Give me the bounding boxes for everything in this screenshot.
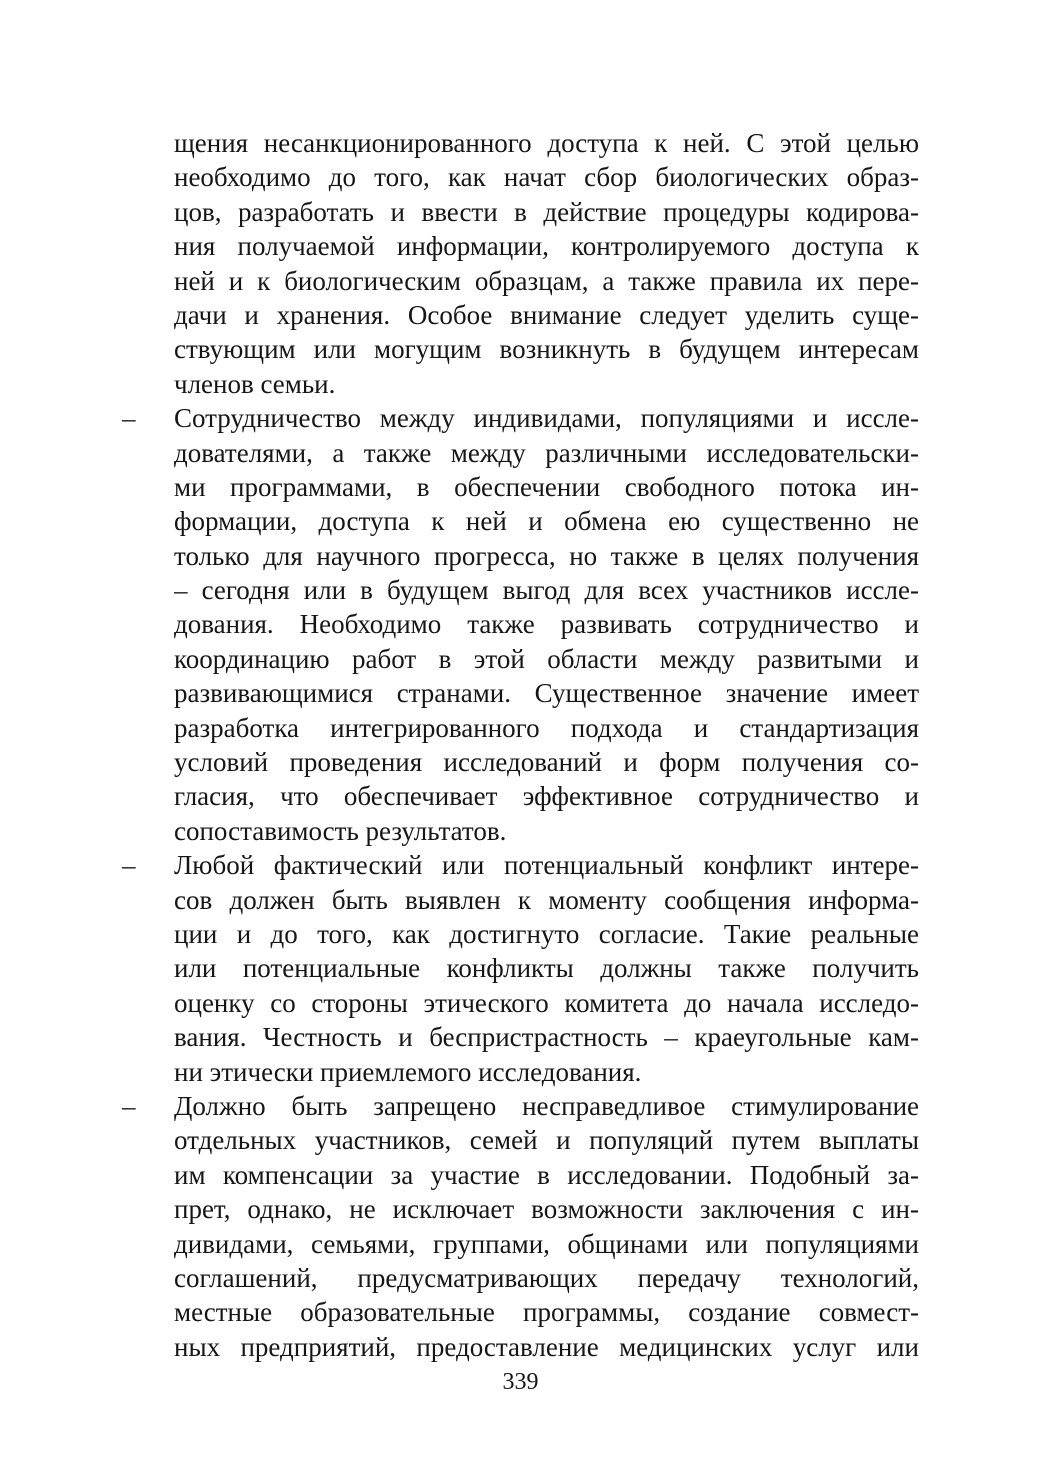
text-line: Должно быть запрещено несправедливое стимулирование — [174, 1090, 919, 1121]
paragraph-continuation — [174, 126, 919, 401]
text-line: дивидами, семьями, группами, общинами или популяциями — [174, 1228, 919, 1259]
text-line: оценку со стороны этического комитета до начала исследо- — [174, 987, 919, 1018]
text-line: вания. Честность и беспристрастность – краеугольные кам- — [174, 1022, 919, 1053]
list-item-conflict-of-interest — [122, 848, 919, 1089]
list-dash: – — [122, 403, 136, 434]
text-line: членов семьи. — [174, 368, 336, 399]
text-line: необходимо до того, как начат сбор биологических образ- — [174, 162, 919, 193]
text-line: координацию работ в этой области между развитыми и — [174, 643, 919, 674]
text-line: дователями, а также между различными исследовательски- — [174, 437, 919, 468]
text-line: гласия, что обеспечивает эффективное сотрудничество и — [174, 781, 919, 812]
text-line: разработка интегрированного подхода и стандартизация — [174, 712, 919, 743]
text-line: только для научного прогресса, но также в целях получения — [174, 540, 919, 571]
text-line: сов должен быть выявлен к моменту сообщения информа- — [174, 884, 919, 915]
body-text — [122, 126, 919, 1364]
text-line: дования. Необходимо также развивать сотрудничество и — [174, 609, 919, 640]
list-dash: – — [122, 850, 136, 881]
text-line: или потенциальные конфликты должны также получить — [174, 953, 919, 984]
text-line: ствующим или могущим возникнуть в будущем интересам — [174, 334, 919, 365]
text-line: щения несанкционированного доступа к ней. С этой целью — [174, 128, 919, 158]
text-line: соглашений, предусматривающих передачу технологий, — [174, 1262, 919, 1293]
text-line: дачи и хранения. Особое внимание следует уделить суще- — [174, 299, 919, 330]
text-line: им компенсации за участие в исследовании. Подобный за- — [174, 1159, 919, 1190]
text-line: ней и к биологическим образцам, а также правила их пере- — [174, 265, 919, 296]
text-line: ми программами, в обеспечении свободного потока ин- — [174, 471, 919, 502]
text-line: ции и до того, как достигнуто согласие. Такие реальные — [174, 918, 919, 949]
text-line: развивающимися странами. Существенное значение имеет — [174, 678, 919, 709]
list-item-cooperation — [122, 401, 919, 848]
text-line: цов, разработать и ввести в действие процедуры кодирова- — [174, 196, 919, 227]
text-line: условий проведения исследований и форм получения со- — [174, 747, 919, 778]
list-dash: – — [122, 1090, 136, 1121]
text-line: формации, доступа к ней и обмена ею существенно не — [174, 506, 919, 537]
text-line: Сотрудничество между индивидами, популяциями и иссле- — [174, 403, 919, 434]
text-line: ния получаемой информации, контролируемого доступа к — [174, 231, 919, 262]
text-line: – сегодня или в будущем выгод для всех участников иссле- — [174, 575, 919, 606]
text-line: ных предприятий, предоставление медицинских услуг или — [174, 1331, 919, 1362]
text-line: сопоставимость результатов. — [174, 815, 507, 846]
text-line: отдельных участников, семей и популяций путем выплаты — [174, 1125, 919, 1156]
text-line: прет, однако, не исключает возможности заключения с ин- — [174, 1194, 919, 1225]
text-line: местные образовательные программы, создание совмест- — [174, 1297, 919, 1328]
list-item-incentives — [122, 1089, 919, 1364]
text-line: ни этически приемлемого исследования. — [174, 1056, 642, 1087]
page-number: 339 — [502, 1369, 539, 1395]
text-line: Любой фактический или потенциальный конфликт интере- — [174, 850, 919, 881]
